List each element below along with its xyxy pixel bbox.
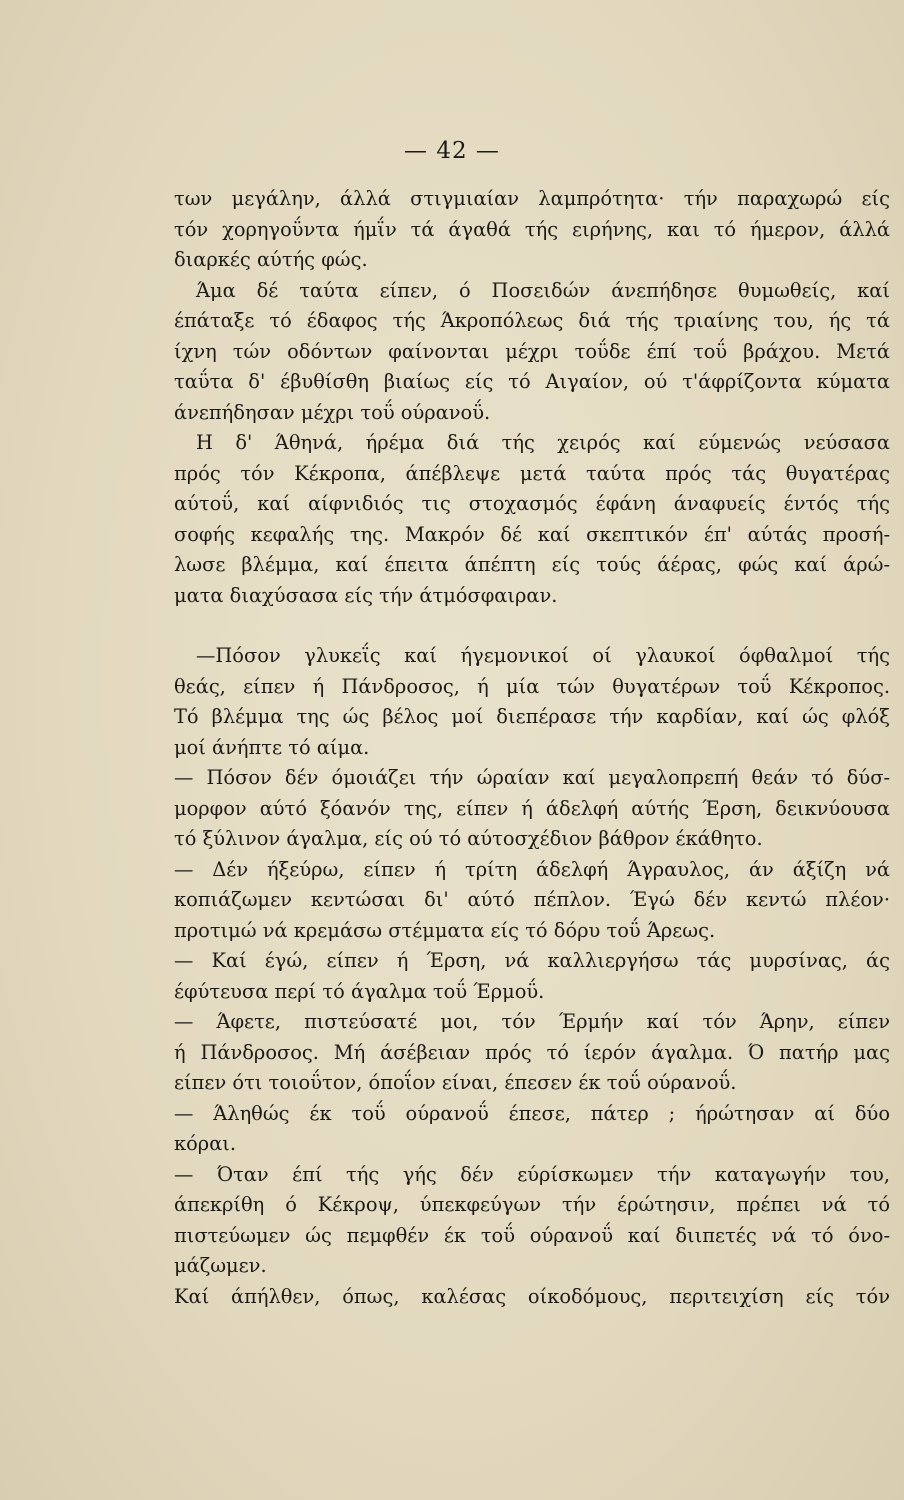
text-line: τό ξύλινον άγαλμα, είς ού τό αύτοσχέδιον βάθρον έκάθητο. bbox=[174, 827, 763, 850]
text-line: πιστεύωμεν ώς πεμφθέν έκ τοΰ ούρανοΰ καί διιπετές νά τό όνο- bbox=[174, 1223, 890, 1247]
text-line: προτιμώ νά κρεμάσω στέμματα είς τό δόρυ τοΰ Άρεως. bbox=[174, 918, 716, 942]
text-line: έπάταξε τό έδαφος τής Άκροπόλεως διά τής τριαίνης του, ής τά bbox=[174, 309, 890, 332]
text-line: ίχνη τών οδόντων φαίνονται μέχρι τοΰδε έπί τοΰ βράχου. Μετά bbox=[174, 339, 890, 363]
text-line: διαρκές αύτής φώς. bbox=[174, 248, 368, 271]
paragraph bbox=[174, 1007, 890, 1099]
text-line: κοπιάζωμεν κεντώσαι δι' αύτό πέπλον. Έγώ δέν κεντώ πλέον· bbox=[174, 888, 890, 911]
text-line: των μεγάλην, άλλά στιγμιαίαν λαμπρότητα· τήν παραχωρώ είς bbox=[174, 187, 890, 210]
text-line: κόραι. bbox=[174, 1132, 237, 1155]
text-line: μάζωμεν. bbox=[174, 1254, 267, 1277]
text-line: Η δ' Άθηνά, ήρέμα διά τής χειρός καί εύμενώς νεύσασα bbox=[196, 431, 890, 454]
section-gap bbox=[174, 611, 890, 641]
text-line: θεάς, είπεν ή Πάνδροσος, ή μία τών θυγατέρων τοΰ Κέκροπος. bbox=[174, 674, 890, 698]
paragraph bbox=[174, 1099, 890, 1160]
paragraph bbox=[174, 946, 890, 1007]
text-line: Καί άπήλθεν, όπως, καλέσας οίκοδόμους, περιτειχίση είς τόν bbox=[174, 1284, 890, 1308]
text-line: έφύτευσα περί τό άγαλμα τοΰ Έρμοΰ. bbox=[174, 979, 545, 1003]
paragraph bbox=[174, 184, 890, 276]
text-line: ταΰτα δ' έβυθίσθη βιαίως είς τό Αιγαίον, ού τ'άφρίζοντα κύματα bbox=[174, 370, 890, 393]
text-line: πρός τόν Κέκροπα, άπέβλεψε μετά ταύτα πρός τάς θυγατέρας bbox=[174, 461, 890, 485]
paragraph bbox=[174, 276, 890, 429]
text-line: μοί άνήπτε τό αίμα. bbox=[174, 735, 370, 759]
text-line: άνεπήδησαν μέχρι τοΰ ούρανοΰ. bbox=[174, 400, 491, 424]
text-line: άπεκρίθη ό Κέκροψ, ύπεκφεύγων τήν έρώτησιν, πρέπει νά τό bbox=[174, 1193, 890, 1216]
text-line: αύτοΰ, καί αίφνιδιός τις στοχασμός έφάνη άναφυείς έντός τής bbox=[174, 492, 890, 515]
text-line: — Άληθώς έκ τοΰ ούρανοΰ έπεσε, πάτερ ; ήρώτησαν αί δύο bbox=[174, 1101, 890, 1125]
text-line: σοφής κεφαλής της. Μακρόν δέ καί σκεπτικόν έπ' αύτάς προσή- bbox=[174, 522, 890, 546]
text-line: Τό βλέμμα της ώς βέλος μοί διεπέρασε τήν καρδίαν, καί ώς φλόξ bbox=[174, 705, 890, 728]
paragraph bbox=[174, 641, 890, 763]
text-line: — Άφετε, πιστεύσατέ μοι, τόν Έρμήν καί τόν Άρην, είπεν bbox=[174, 1010, 890, 1033]
text-line: μορφον αύτό ξόανόν της, είπεν ή άδελφή αύτής Έρση, δεικνύουσα bbox=[174, 796, 890, 820]
page-number: — 42 — bbox=[404, 138, 500, 164]
text-line: είπεν ότι τοιοΰτον, όποΐον είναι, έπεσεν έκ τοΰ ούρανοΰ. bbox=[174, 1071, 737, 1094]
text-line: — Όταν έπί τής γής δέν εύρίσκωμεν τήν καταγωγήν του, bbox=[174, 1162, 890, 1186]
text-line: λωσε βλέμμα, καί έπειτα άπέπτη είς τούς άέρας, φώς καί άρώ- bbox=[174, 553, 890, 576]
paragraph bbox=[174, 855, 890, 947]
text-line: —Πόσον γλυκεΐς καί ήγεμονικοί οί γλαυκοί όφθαλμοί τής bbox=[196, 644, 890, 667]
paragraph bbox=[174, 1160, 890, 1282]
paragraph bbox=[174, 763, 890, 855]
text-line: — Καί έγώ, είπεν ή Έρση, νά καλλιεργήσω τάς μυρσίνας, άς bbox=[174, 949, 890, 972]
text-line: Άμα δέ ταύτα είπεν, ό Ποσειδών άνεπήδησε θυμωθείς, καί bbox=[196, 278, 890, 302]
text-line: — Δέν ήξεύρω, είπεν ή τρίτη άδελφή Άγραυλος, άν άξίζη νά bbox=[174, 857, 890, 881]
paragraph bbox=[174, 1282, 890, 1313]
paragraph bbox=[174, 428, 890, 611]
text-line: — Πόσον δέν όμοιάζει τήν ώραίαν καί μεγαλοπρεπή θεάν τό δύσ- bbox=[174, 766, 890, 789]
body-text bbox=[174, 184, 890, 1312]
text-line: τόν χορηγοΰντα ήμΐν τά άγαθά τής ειρήνης, και τό ήμερον, άλλά bbox=[174, 217, 890, 241]
text-line: ματα διαχύσασα είς τήν άτμόσφαιραν. bbox=[174, 583, 558, 607]
text-line: ή Πάνδροσος. Μή άσέβειαν πρός τό ίερόν άγαλμα. Ό πατήρ μας bbox=[174, 1040, 890, 1064]
